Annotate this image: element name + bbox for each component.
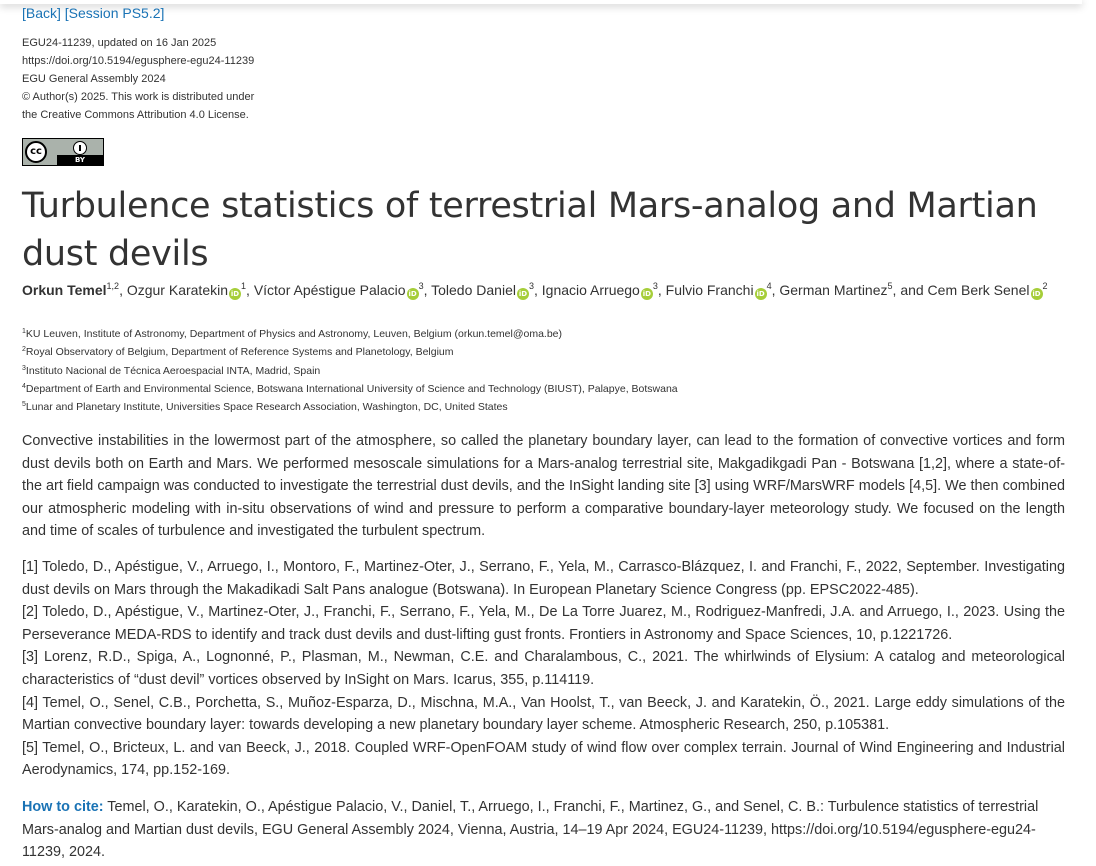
affiliation-item — [22, 362, 678, 380]
author-affiliation-marker: 5 — [887, 281, 893, 291]
affiliation-text: Lunar and Planetary Institute, Universities Space Research Association, Washington, DC, United States — [25, 401, 508, 414]
author-separator: , — [771, 282, 780, 298]
affiliation-item — [22, 398, 678, 416]
author-separator: , — [657, 282, 666, 298]
affiliation-list — [22, 325, 678, 416]
breadcrumb — [22, 5, 164, 21]
author-affiliation-marker: 1,2 — [106, 281, 120, 291]
affiliation-text: Royal Observatory of Belgium, Department of Reference Systems and Planetology, Belgium — [25, 346, 454, 359]
assembly-name: EGU General Assembly 2024 — [22, 73, 166, 85]
reference-item: [4] Temel, O., Senel, C.B., Porchetta, S., Muñoz-Esparza, D., Mischna, M.A., Van Hoolst, T., van Beeck, J. and Karatekin, Ö., 2021. Large eddy simulations of the Martian convective boundary layer: towards developing a new planetary boundary layer scheme. Atmospheric Research, 250, p.105381. — [22, 694, 1065, 734]
author-name[interactable]: Fulvio Franchi — [665, 282, 754, 298]
reference-item: [5] Temel, O., Bricteux, L. and van Beeck, J., 2018. Coupled WRF-OpenFOAM study of wind flow over complex terrain. Journal of Wind Engineering and Industrial Aerodynamics, 174, pp.152-169. — [22, 739, 1065, 779]
author-name[interactable]: German Martinez — [779, 282, 888, 298]
author-name[interactable]: Ozgur Karatekin — [126, 282, 229, 298]
reference-item: [2] Toledo, D., Apéstigue, V., Martinez-Oter, J., Franchi, F., Serrano, F., Yela, M., De La Torre Juarez, M., Rodriguez-Manfredi, J.A. and Arruego, I., 2023. Using the Perseverance MEDA-RDS to identify and track dust devils and dust-lifting gust fronts. Frontiers in Astronomy and Space Sciences, 10, p.1221726. — [22, 604, 1065, 643]
affiliation-number: 5 — [22, 401, 26, 409]
orcid-icon[interactable]: iD — [230, 290, 240, 298]
abstract-id: EGU24-11239, updated on 16 Jan 2025 — [22, 37, 217, 49]
affiliation-number: 4 — [22, 382, 26, 390]
author-affiliation-marker: 3 — [652, 281, 658, 291]
reference-item: [1] Toledo, D., Apéstigue, V., Arruego, I., Montoro, F., Martinez-Oter, J., Serrano, F., Yela, M., Carrasco-Blázquez, I. and Franchi, F., 2022, September. Investigating dust devils on Mars through the Makadikadi Salt Pans analogue (Botswana). In European Planetary Science Congress (pp. EPSC2022-485). — [22, 559, 1065, 598]
session-link[interactable]: [Session PS5.2] — [64, 5, 165, 21]
how-to-cite — [22, 796, 1065, 864]
header-shadow — [0, 0, 1082, 4]
back-link[interactable]: [Back] — [22, 5, 61, 21]
author-separator: , — [246, 282, 254, 298]
orcid-icon[interactable]: iD — [642, 290, 651, 298]
affiliation-text: Instituto Nacional de Técnica Aeroespacial INTA, Madrid, Spain — [25, 364, 321, 377]
affiliation-number: 3 — [22, 364, 26, 372]
author-list — [22, 279, 1065, 301]
abstract-meta — [22, 34, 254, 124]
author-affiliation-marker: 2 — [1042, 281, 1048, 291]
doi-text: https://doi.org/10.5194/egusphere-egu24-11239 — [22, 55, 255, 67]
reference-item: [3] Lorenz, R.D., Spiga, A., Lognonné, P., Plasman, M., Newman, C.E. and Charalambous, C., 2021. The whirlwinds of Elysium: A catalog and meteorological characteristics of “dust devil” vortices observed by InSight on Mars. Icarus, 355, p.114119. — [22, 649, 1065, 688]
author-affiliation-marker: 3 — [528, 281, 534, 291]
orcid-icon[interactable]: iD — [518, 290, 528, 298]
author-separator: , — [892, 282, 901, 298]
reference-list — [22, 556, 1065, 782]
abstract-text: Convective instabilities in the lowermost part of the atmosphere, so called the planetary boundary layer, can lead to the formation of convective vortices and form dust devils both on Earth and Mars. We performed mesoscale simulations for a Mars-analog terrestrial site, Makgadikgadi Pan - Botswana [1,2], where a state-of-the art field campaign was conducted to investigate the terrestrial dust devils, and the InSight landing site [3] using WRF/MarsWRF models [4,5]. We then combined our atmospheric modeling with in-situ observations of wind and pressure to perform a comparative boundary-layer meteorology study. We focused on the length and time of scales of turbulence and investigated the turbulent spectrum. — [22, 433, 1065, 539]
copyright-line-1: © Author(s) 2025. This work is distributed under — [22, 91, 255, 103]
author-name[interactable]: Orkun Temel — [22, 282, 107, 298]
orcid-icon[interactable]: iD — [756, 290, 765, 298]
author-name[interactable]: Ignacio Arruego — [541, 282, 640, 298]
author-name[interactable]: and Cem Berk Senel — [900, 282, 1030, 298]
by-label: BY — [74, 156, 86, 164]
orcid-icon[interactable]: iD — [1032, 290, 1041, 298]
affiliation-item — [22, 325, 678, 343]
affiliation-item — [22, 343, 678, 361]
attribution-person-icon — [73, 141, 87, 155]
author-affiliation-marker: 1 — [241, 281, 247, 291]
author-separator: , — [119, 282, 127, 298]
affiliation-text: Department of Earth and Environmental Science, Botswana International University of Science and Technology (BIUST), Palapye, Botswana — [25, 382, 678, 395]
cc-icon: cc — [25, 141, 47, 163]
author-name[interactable]: Víctor Apéstigue Palacio — [253, 282, 406, 298]
orcid-icon[interactable]: iD — [408, 290, 417, 298]
author-affiliation-marker: 3 — [418, 281, 424, 291]
how-to-cite-label: How to cite: — [22, 799, 104, 815]
affiliation-item — [22, 380, 678, 398]
cc-by-license-badge[interactable] — [22, 138, 104, 166]
affiliation-number: 1 — [22, 328, 26, 335]
author-affiliation-marker: 4 — [766, 281, 772, 291]
copyright-line-2: the Creative Commons Attribution 4.0 License. — [22, 109, 249, 121]
page-title: Turbulence statistics of terrestrial Mars-analog and Martian dust devils — [22, 186, 1038, 274]
affiliation-number: 2 — [22, 346, 26, 354]
author-separator: , — [423, 282, 432, 298]
author-name[interactable]: Toledo Daniel — [431, 282, 516, 298]
author-separator: , — [533, 282, 542, 298]
citation-text: Temel, O., Karatekin, O., Apéstigue Palacio, V., Daniel, T., Arruego, I., Franchi, F., Martinez, G., and Senel, C. B.: Turbulence statistics of terrestrial Mars-analog and Martian dust devils, EGU General Assembly 2024, Vienna, Austria, 14–19 Apr 2024, EGU24-11239, https://doi.org/10.5194/egusphere-egu24-11239, 2024. — [22, 799, 1039, 861]
affiliation-text: KU Leuven, Institute of Astronomy, Department of Physics and Astronomy, Leuven, Belgium (orkun.temel@oma.be) — [25, 328, 563, 340]
